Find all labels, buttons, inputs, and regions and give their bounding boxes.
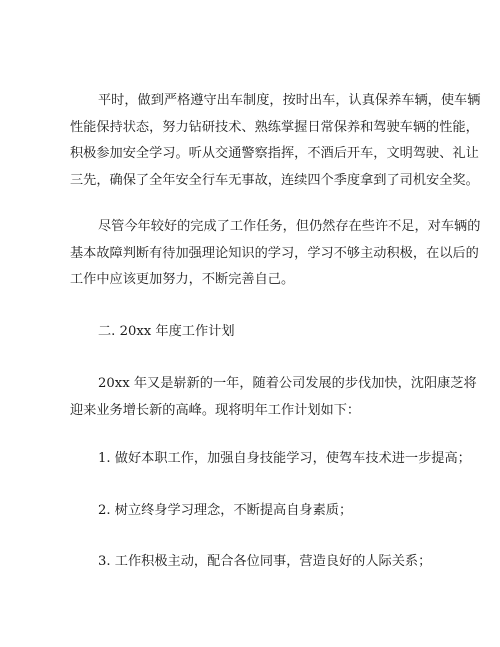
text-line: 迎来业务增长新的高峰。现将明年工作计划如下： (70, 402, 361, 418)
text-line: 20xx 年又是崭新的一年，随着公司发展的步伐加快，沈阳康芝将 (98, 376, 477, 391)
text-line: 积极参加安全学习。听从交通警察指挥，不酒后开车，文明驾驶、礼让 (70, 146, 479, 161)
plan-item-1 (70, 446, 471, 473)
list-item: 1. 做好本职工作，加强自身技能学习，使驾车技术进一步提高； (98, 451, 471, 466)
text-line: 基本故障判断有待加强理论知识的学习，学习不够主动积极，在以后的 (70, 245, 479, 261)
list-item: 3. 工作积极主动，配合各位同事，营造良好的人际关系； (98, 554, 432, 569)
list-item: 2. 树立终身学习理念，不断提高自身素质； (98, 503, 353, 518)
plan-item-3 (70, 549, 442, 576)
plan-item-2 (70, 498, 442, 525)
heading-text: 二. 20xx 年度工作计划 (98, 324, 235, 339)
text-line: 工作中应该更加努力，不断完善自己。 (70, 272, 295, 287)
text-line: 性能保持状态，努力钻研技术、熟练掌握日常保养和驾驶车辆的性能， (70, 119, 479, 135)
section-heading (70, 319, 442, 346)
paragraph-new-year (70, 371, 477, 424)
text-line: 三先，确保了全年安全行车无事故，连续四个季度拿到了司机安全奖。 (70, 172, 479, 188)
text-line: 尽管今年较好的完成了工作任务，但仍然存在些许不足，对车辆的 (98, 219, 481, 234)
paragraph-shortcomings (70, 214, 481, 294)
text-line: 平时，做到严格遵守出车制度，按时出车，认真保养车辆，使车辆 (98, 93, 481, 108)
paragraph-driving-duties (70, 88, 481, 194)
